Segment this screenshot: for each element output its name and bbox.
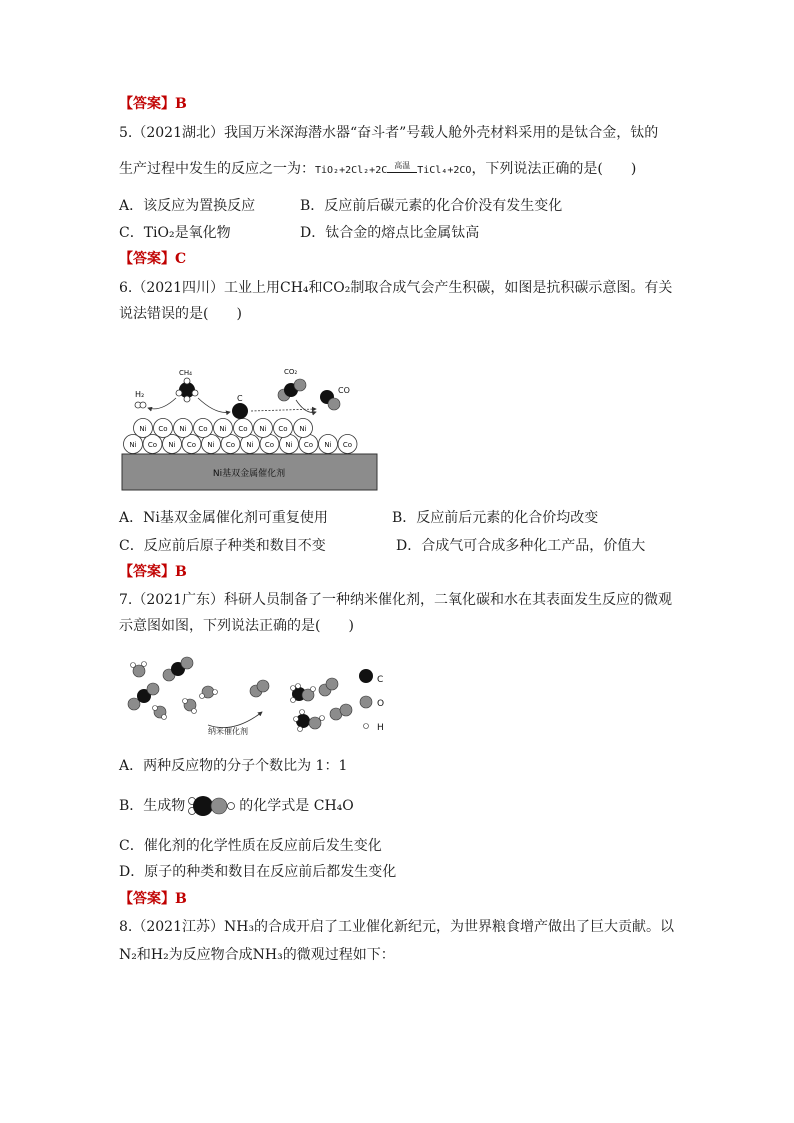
- answer-value: C: [175, 251, 187, 267]
- answer-value: B: [175, 96, 187, 112]
- arrow-ch4-to-h2: [148, 398, 176, 409]
- molecule-o2: [319, 678, 338, 696]
- q7-option-d: D．原子的种类和数目在反应前后都发生变化: [119, 864, 397, 880]
- q7-figure: [122, 650, 387, 744]
- molecule-h2o: [183, 699, 197, 714]
- q5-option-b: B．反应前后碳元素的化合价没有发生变化: [300, 198, 563, 214]
- equation-condition-arrow: [387, 161, 417, 173]
- catalyst-atom-label: Co: [264, 441, 275, 449]
- q8-stem-line2: N₂和H₂为反应物合成NH₃的微观过程如下：: [119, 947, 395, 963]
- answer-value: B: [175, 564, 187, 580]
- q6-stem-line2: 说法错误的是( ): [119, 306, 242, 322]
- co-label: CO: [338, 386, 350, 395]
- arrow-co2-to-co: [296, 400, 316, 413]
- oxygen-atom: [294, 379, 306, 391]
- molecule-ch4o: [291, 684, 316, 703]
- catalyst-atom-label: Co: [198, 425, 208, 433]
- q6-option-d: D．合成气可合成多种化工产品，价值大: [396, 538, 646, 554]
- h-atom: [184, 378, 190, 384]
- catalyst-atom-label: Co: [238, 425, 248, 433]
- legend-h-label: H: [377, 723, 384, 733]
- catalyst-atom-label: Ni: [207, 441, 215, 449]
- catalyst-atom-label: Ni: [168, 441, 176, 449]
- ch4o-molecule-icon: [187, 794, 237, 818]
- q6-option-a: A．Ni基双金属催化剂可重复使用: [119, 510, 328, 526]
- q5-equation: [315, 161, 472, 176]
- catalyst-atom-label: Ni: [179, 425, 187, 433]
- q5-option-c: C．TiO₂是氧化物: [119, 225, 231, 241]
- catalyst-atom-label: Co: [278, 425, 288, 433]
- molecule-h2o: [200, 686, 218, 699]
- arrow-ch4-to-c: [198, 398, 230, 412]
- legend-carbon: [359, 669, 373, 683]
- q8-stem-line1: 8.（2021江苏）NH₃的合成开启了工业催化新纪元，为世界粮食增产做出了巨大贡献。以: [119, 919, 675, 935]
- molecule-h2o: [153, 706, 167, 720]
- catalyst-atom-label: Ni: [129, 441, 137, 449]
- answer-line-q6: [119, 563, 187, 581]
- catalyst-atom-label: Ni: [246, 441, 254, 449]
- q7-option-a: A．两种反应物的分子个数比为 1：1: [119, 758, 348, 774]
- legend-hydrogen: [364, 724, 369, 729]
- catalyst-atom-label: Ni: [324, 441, 332, 449]
- q7-option-b-post: 的化学式是 CH₄O: [239, 798, 354, 814]
- answer-line-q4: [119, 95, 187, 113]
- legend-c-label: C: [377, 675, 384, 685]
- molecule-co2: [250, 680, 269, 697]
- answer-value: B: [175, 891, 187, 907]
- catalyst-atom-label: Ni: [285, 441, 293, 449]
- catalyst-atom-label: Co: [225, 441, 236, 449]
- catalyst-label: 纳米催化剂: [208, 727, 248, 736]
- q5-stem-post: ，下列说法正确的是( ): [471, 161, 637, 177]
- catalyst-atom-label: Ni: [299, 425, 307, 433]
- answer-label: 【答案】: [119, 251, 175, 267]
- q6-stem-line1: 6.（2021四川）工业上用CH₄和CO₂制取合成气会产生积碳，如图是抗积碳示意图。有关: [119, 280, 673, 296]
- q7-option-b-pre: B．生成物: [119, 798, 186, 814]
- answer-label: 【答案】: [119, 891, 175, 907]
- catalyst-atom-label: Co: [342, 441, 353, 449]
- equation-right: TiCl₄+2CO: [417, 165, 472, 176]
- oxygen-atom: [328, 398, 340, 410]
- co2-label: CO₂: [284, 368, 298, 376]
- equation-condition: 高温: [394, 161, 411, 170]
- q5-stem-line1: 5.（2021湖北）我国万米深海潜水器“奋斗者”号载人舱外壳材料采用的是钛合金，钛的: [119, 125, 659, 141]
- c-label: C: [237, 394, 243, 403]
- catalyst-atom-label: Co: [186, 441, 197, 449]
- catalyst-atom-label: Ni: [259, 425, 267, 433]
- molecule-co2: [163, 657, 193, 681]
- q5-option-d: D．钛合金的熔点比金属钛高: [300, 225, 480, 241]
- q7-stem-line1: 7.（2021广东）科研人员制备了一种纳米催化剂，二氧化碳和水在其表面发生反应的微观: [119, 592, 672, 608]
- q7-option-b: [119, 794, 354, 818]
- catalyst-atom-label: Ni: [219, 425, 227, 433]
- answer-label: 【答案】: [119, 96, 175, 112]
- answer-line-q7: [119, 890, 187, 908]
- legend-o-label: O: [377, 699, 385, 709]
- catalyst-atom-label: Co: [158, 425, 168, 433]
- h-atom: [184, 396, 190, 402]
- atom-row-top: [134, 419, 313, 438]
- equation-left: TiO₂+2Cl₂+2C: [315, 165, 388, 176]
- catalyst-atom-label: Ni: [139, 425, 147, 433]
- h-atom: [140, 402, 146, 408]
- q6-option-c: C．反应前后原子种类和数目不变: [119, 538, 326, 554]
- q7-option-c: C．催化剂的化学性质在反应前后发生变化: [119, 838, 382, 854]
- reaction-arrow: [208, 712, 262, 728]
- legend-oxygen: [360, 696, 372, 708]
- h-atom: [192, 390, 198, 396]
- catalyst-base-label: Ni基双金属催化剂: [212, 469, 286, 479]
- q5-stem-line2: [119, 160, 636, 180]
- molecule-h2o: [131, 662, 147, 678]
- h-atom: [176, 390, 182, 396]
- carbon-atom: [232, 403, 248, 419]
- q5-option-a: A．该反应为置换反应: [119, 198, 256, 214]
- h2-label: H₂: [135, 390, 145, 399]
- molecule-o2: [330, 704, 352, 720]
- answer-label: 【答案】: [119, 564, 175, 580]
- catalyst-atom-label: Co: [303, 441, 314, 449]
- ch4-label: CH₄: [179, 369, 192, 377]
- catalyst-atom-label: Co: [147, 441, 158, 449]
- answer-line-q5: [119, 250, 186, 268]
- q6-option-b: B．反应前后元素的化合价均改变: [392, 510, 599, 526]
- q5-stem-pre: 生产过程中发生的反应之一为：: [119, 161, 315, 177]
- q6-figure: [116, 360, 382, 495]
- molecule-ch4o: [294, 710, 325, 732]
- q7-stem-line2: 示意图如图，下列说法正确的是( ): [119, 618, 354, 634]
